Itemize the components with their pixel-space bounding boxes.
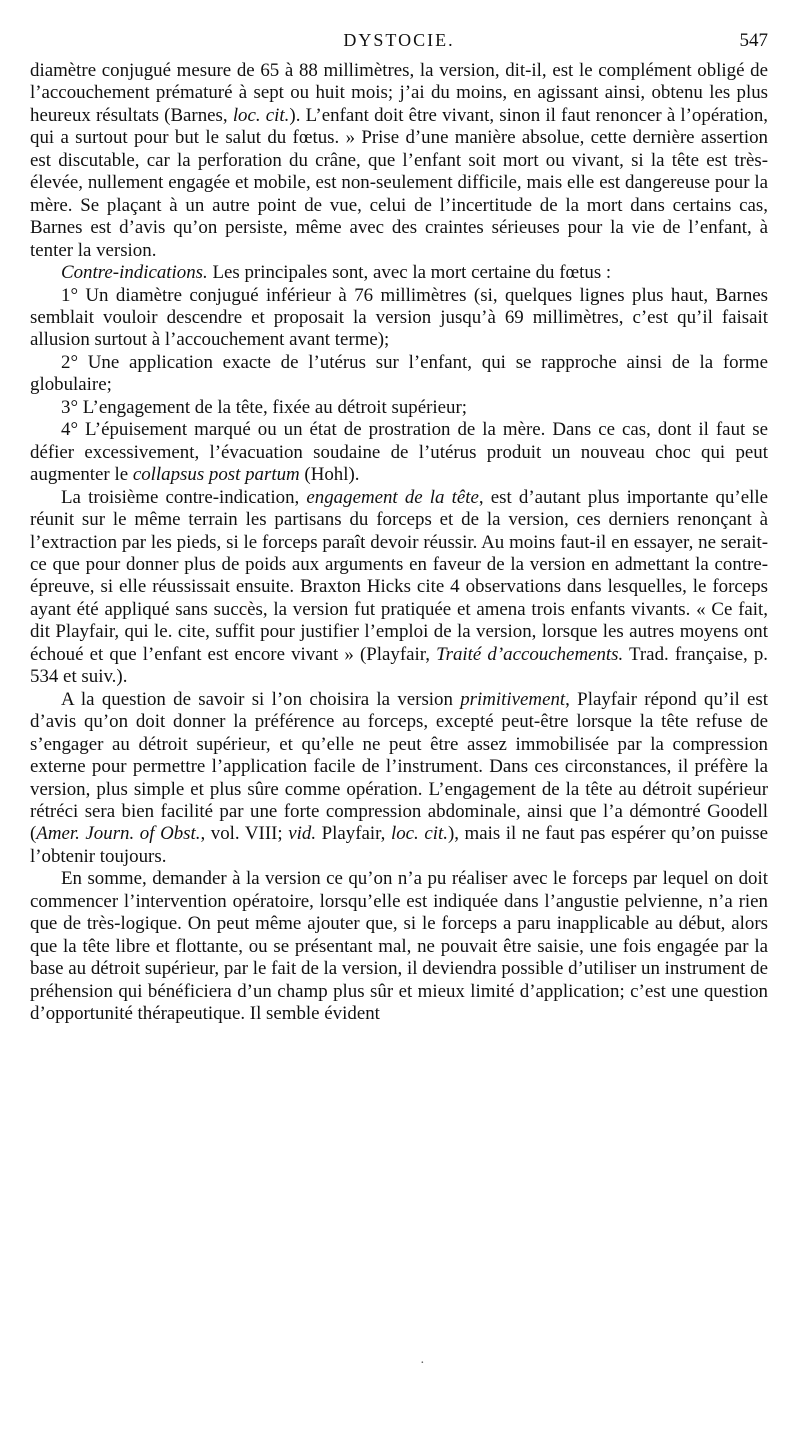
text-run: La troisième contre-indication,: [61, 486, 307, 508]
text-run: 4° L’épuisement marqué ou un état de prostration de la mère. Dans ce cas, dont il faut se défier excessivement, l’évacuation soudaine de l’utérus produit un nouveau choc qui peut augmenter le: [30, 419, 768, 486]
text-run: Les principales sont, avec la mort certaine du fœtus :: [207, 262, 612, 284]
page-header: [30, 30, 768, 56]
italic-text: Traité d’accouchements.: [436, 643, 624, 665]
text-run: 3° L’engagement de la tête, fixée au détroit supérieur;: [61, 396, 468, 418]
text-run: En somme, demander à la version ce qu’on n’a pu réaliser avec le forceps par lequel on doit commencer l’intervention opératoire, lorsqu’elle est indiquée dans l’angustie pelvienne, n’a rien que de très-logique. On peut même ajouter que, si le forceps a paru inapplicable au début, alors que la tête libre et flottante, ou se présentant mal, ne pouvait être saisie, une fois engagée par la base au détroit supérieur, par le fait de la version, il deviendra possible d’utiliser un instrument de préhension qui bénéficiera d’un champ plus sûr et mieux limité d’application; c’est une question d’opportunité thérapeutique. Il semble évident: [30, 868, 768, 1025]
running-title: DYSTOCIE.: [343, 30, 455, 50]
text-run: (Hohl).: [299, 464, 360, 486]
italic-text: collapsus post partum: [132, 464, 300, 486]
text-run: , est d’autant plus importante qu’elle réunit sur le même terrain les partisans du forceps et de la version, ces derniers renonçant à l’extraction par les pieds, si le forceps paraît devoir réussir. Au moins faut-il en essayer, ne serait-ce que pour donner plus de poids aux arguments en faveur de la version en admettant la contre-épreuve, si elle réussissait ensuite. Braxton Hicks cite 4 observations dans lesquelles, le forceps ayant été appliqué sans succès, la version fut pratiquée et amena trois enfants vivants. « Ce fait, dit Playfair, qui le. cite, suffit pour justifier l’emploi de la version, lorsque les autres moyens ont échoué et que l’enfant est encore vivant » (Playfair,: [30, 486, 768, 665]
text-run: diamètre conjugué mesure de 65 à 88 millimètres, la version, dit-il, est le complément obligé de l’accouchement prématuré à sept ou huit mois; j’ai du moins, en agissant ainsi, obtenu les plus heureux résultats (Barnes,: [30, 60, 768, 126]
list-item-2: [30, 352, 768, 397]
text-run: 2° Une application exacte de l’utérus sur l’enfant, qui se rapproche ainsi de la forme globulaire;: [30, 351, 768, 396]
paragraph-continuation: [30, 60, 768, 262]
body-text: [30, 60, 768, 1025]
text-run: Playfair,: [316, 823, 391, 845]
page-number: 547: [739, 30, 768, 51]
paragraph-contre-indications: [30, 262, 768, 284]
text-run: Trad. française, p. 534 et suiv.).: [30, 643, 769, 688]
italic-text: loc. cit.: [390, 823, 448, 845]
list-item-4: [30, 419, 768, 486]
text-run: ). L’enfant doit être vivant, sinon il faut renoncer à l’opération, qui a surtout pour but le salut du fœtus. » Prise d’une manière absolue, cette dernière assertion est discutable, car la perforation du crâne, que l’enfant soit mort ou vivant, si la tête est très-élevée, nullement engagée et mobile, est non-seulement difficile, mais elle est dangereuse pour la mère. Se plaçant à un autre point de vue, celui de l’incertitude de la mort dans certains cas, Barnes est d’avis qu’on persiste, même avec des craintes sérieuses pour la vie de l’enfant, à tenter la version.: [30, 104, 768, 261]
paragraph-troisieme: [30, 487, 768, 689]
text-run: 1° Un diamètre conjugué inférieur à 76 millimètres (si, quelques lignes plus haut, Barnes semblait vouloir descendre et proposait la version jusqu’à 69 millimètres, c’est qu’il faisait allusion surtout à l’accouchement avant terme);: [30, 284, 768, 351]
italic-text: engagement de la tête: [306, 486, 479, 508]
text-run: ), mais il ne faut pas espérer qu’on puisse l’obtenir toujours.: [30, 823, 768, 867]
italic-text: loc. cit.: [232, 104, 290, 126]
text-run: , vol. VIII;: [200, 823, 289, 845]
text-run: , Playfair répond qu’il est d’avis qu’on doit donner la préférence au forceps, excepté peut-être lorsque la tête refuse de s’engager au détroit supérieur, et qu’elle ne peut être assez immobilisée par la compression externe pour permettre l’application facile de l’instrument. Dans ces circonstances, il préfère la version, plus simple et plus sûre comme opération. L’engagement de la tête au détroit supérieur rétréci sera bien facilité par une forte compression abdominale, ainsi que l’a démontré Goodell (: [30, 688, 768, 845]
footer-dot: ·: [420, 1356, 425, 1371]
paragraph-en-somme: [30, 868, 768, 1025]
italic-text: Contre-indications.: [61, 262, 208, 284]
list-item-1: [30, 285, 768, 352]
italic-text: Amer. Journ. of Obst.: [36, 823, 201, 845]
paragraph-question: [30, 689, 768, 869]
text-run: A la question de savoir si l’on choisira la version: [61, 688, 461, 710]
italic-text: vid.: [288, 823, 317, 845]
italic-text: primitivement: [460, 688, 566, 710]
list-item-3: [30, 397, 768, 419]
